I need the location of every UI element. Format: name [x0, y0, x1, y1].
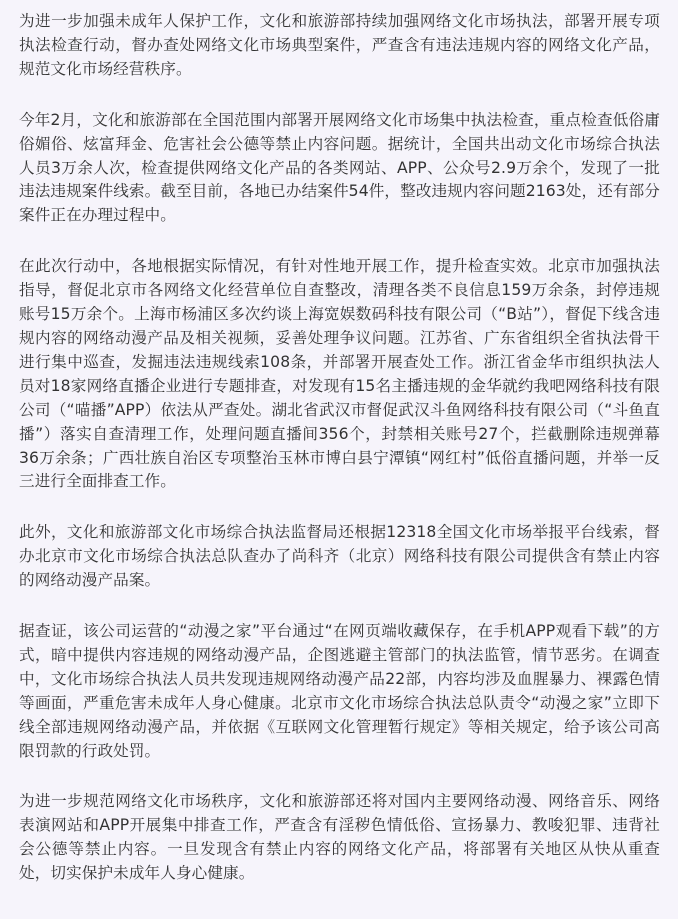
paragraph-supervision-case: 此外，文化和旅游部文化市场综合执法监督局还根据12318全国文化市场举报平台线索，督办北京市文化市场综合执法总队查办了尚科齐（北京）网络科技有限公司提供含有禁止内容的网络动漫产品案。 [19, 523, 660, 590]
paragraph-next-steps: 为进一步规范网络文化市场秩序，文化和旅游部还将对国内主要网络动漫、网络音乐、网络表演网站和APP开展集中排查工作，严查含有淫秽色情低俗、宣扬暴力、教唆犯罪、违背社会公德等禁止内容。一旦发现含有禁止内容的网络文化产品，将部署有关地区从快从重查处，切实保护未成年人身心健康。 [19, 792, 660, 883]
paragraph-investigation-findings: 据查证，该公司运营的“动漫之家”平台通过“在网页端收藏保存，在手机APP观看下载”的方式，暗中提供内容违规的网络动漫产品，企图逃避主管部门的执法监管，情节恶劣。在调查中，文化市场综合执法人员共发现违规网络动漫产品22部，内容均涉及血腥暴力、裸露色情等画面，严重危害未成年人身心健康。北京市文化市场综合执法总队责令“动漫之家”立即下线全部违规网络动漫产品，并依据《互联网文化管理暂行规定》等相关规定，给予该公司高限罚款的行政处罚。 [19, 622, 660, 760]
paragraph-intro: 为进一步加强未成年人保护工作，文化和旅游部持续加强网络文化市场执法，部署开展专项执法检查行动，督办查处网络文化市场典型案件，严查含有违法违规内容的网络文化产品，规范文化市场经营秩序。 [19, 12, 660, 78]
paragraph-february-inspection: 今年2月，文化和旅游部在全国范围内部署开展网络文化市场集中执法检查，重点检查低俗庸俗媚俗、炫富拜金、危害社会公德等禁止内容问题。据统计，全国共出动文化市场综合执法人员3万余人次，检查提供网络文化产品的各类网站、APP、公众号2.9万余个，发现了一批违法违规案件线索。截至目前，各地已办结案件54件，整改违规内容问题2163处，还有部分案件正在办理过程中。 [19, 110, 660, 225]
paragraph-regional-actions: 在此次行动中，各地根据实际情况，有针对性地开展工作，提升检查实效。北京市加强执法指导，督促北京市各网络文化经营单位自查整改，清理各类不良信息159万余条，封停违规账号15万余个。上海市杨浦区多次约谈上海宽娱数码科技有限公司（“B站”），督促下线含违规内容的网络动漫产品及相关视频，妥善处理争议问题。江苏省、广东省组织全省执法骨干进行集中巡查，发掘违法违规线索108条，并部署开展查处工作。浙江省金华市组织执法人员对18家网络直播企业进行专题排查，对发现有15名主播违规的金华就约我吧网络科技有限公司（“喵播”APP）依法从严查处。湖北省武汉市督促武汉斗鱼网络科技有限公司（“斗鱼直播”）落实自查清理工作，处理问题直播间356个，封禁相关账号27个，拦截删除违规弹幕36万余条；广西壮族自治区专项整治玉林市博白县宁潭镇“网红村”低俗直播问题，并举一反三进行全面排查工作。 [19, 257, 660, 491]
